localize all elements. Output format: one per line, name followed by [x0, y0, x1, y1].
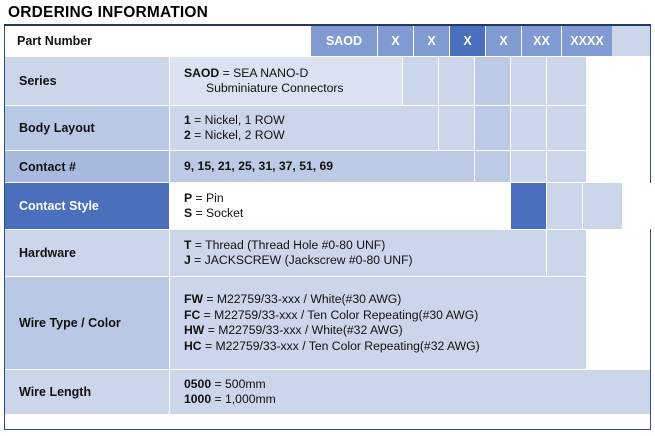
desc-sep: = [192, 190, 207, 205]
desc-sep: = [190, 128, 205, 142]
desc-sep: = [211, 392, 226, 406]
row-tail-block [546, 106, 586, 150]
desc-code: FW [184, 292, 203, 306]
desc-sep: = [191, 237, 206, 252]
desc-code: 0500 [184, 376, 212, 391]
code-cell-contact-number: X [413, 26, 449, 56]
desc-code: HW [184, 323, 205, 337]
desc-line [184, 113, 438, 129]
row-tail-block [402, 57, 438, 105]
desc-text: JACKSCREW (Jackscrew #0-80 UNF) [204, 253, 413, 267]
desc-line [184, 392, 650, 408]
row-desc-contact-number [170, 151, 474, 182]
desc-text: M22759/33-xxx / White(#30 AWG) [216, 292, 402, 306]
desc-text: Thread (Thread Hole #0-80 UNF) [205, 237, 386, 252]
desc-sep: = [211, 376, 226, 391]
row-tail-block [586, 277, 637, 369]
row-tail-block [586, 57, 637, 105]
table-row [5, 230, 650, 277]
table-row [5, 57, 650, 106]
desc-text: Nickel, 1 ROW [204, 112, 285, 127]
desc-code: T [184, 237, 192, 252]
desc-line [184, 292, 586, 308]
row-desc-hardware [170, 230, 546, 276]
table-row [5, 106, 650, 151]
row-desc-contact-style [170, 183, 510, 229]
desc-code: 2 [184, 128, 191, 142]
desc-sep: = [202, 292, 217, 306]
desc-sep: = [200, 307, 215, 322]
row-tail-block [474, 151, 510, 182]
table-row [5, 183, 650, 230]
row-tail-block [510, 151, 546, 182]
page-title: ORDERING INFORMATION [8, 4, 209, 21]
row-tail-block [586, 230, 637, 276]
row-desc-wire-length [170, 370, 650, 414]
desc-text: SEA NANO-D [233, 65, 309, 80]
desc-sep: = [190, 112, 205, 127]
row-label-contact-number: Contact # [5, 151, 170, 182]
desc-text: M22759/33-xxx / Ten Color Repeating(#32 AWG) [215, 338, 480, 353]
desc-sep: = [192, 206, 207, 220]
desc-line [184, 308, 586, 324]
ordering-information-table [4, 26, 651, 430]
desc-text: M22759/33-xxx / Ten Color Repeating(#30 AWG) [214, 307, 479, 322]
table-header-row [5, 26, 650, 57]
desc-code: J [184, 253, 191, 267]
desc-code: P [184, 190, 193, 205]
desc-sep: = [204, 323, 219, 337]
desc-line [184, 238, 546, 254]
desc-line [184, 323, 586, 339]
row-tail-block [582, 183, 622, 229]
row-label-series: Series [5, 57, 170, 105]
code-cell-wire-type-color: XX [521, 26, 561, 56]
desc-line [184, 339, 586, 355]
desc-code: 1000 [184, 392, 212, 406]
desc-line [184, 377, 650, 393]
desc-text: Socket [206, 206, 244, 220]
row-label-wire-length: Wire Length [5, 370, 170, 414]
desc-text: 500mm [225, 376, 266, 391]
desc-code: HC [184, 338, 202, 353]
code-cell-series: SAOD [310, 26, 377, 56]
row-tail-block [438, 106, 474, 150]
desc-code: FC [184, 307, 201, 322]
table-row [5, 277, 650, 370]
row-tail-block [510, 106, 546, 150]
desc-code: S [184, 206, 193, 220]
table-row [5, 151, 650, 183]
row-tail-block [546, 230, 586, 276]
row-tail-block [586, 106, 637, 150]
desc-line [184, 206, 510, 222]
desc-line [184, 81, 402, 97]
desc-text: Subminiature Connectors [206, 81, 344, 95]
desc-text: M22759/33-xxx / White(#32 AWG) [218, 323, 403, 337]
row-tail-block [546, 57, 586, 105]
row-label-hardware: Hardware [5, 230, 170, 276]
row-desc-body-layout [170, 106, 438, 150]
desc-sep: = [201, 338, 216, 353]
row-tail-block [510, 57, 546, 105]
code-cell-wire-length: XXXX [561, 26, 612, 56]
row-tail-block [586, 151, 637, 182]
desc-line [184, 191, 510, 207]
code-cell-contact-style: X [449, 26, 485, 56]
desc-code: SAOD [184, 65, 220, 80]
row-tail-block [474, 106, 510, 150]
row-label-body-layout: Body Layout [5, 106, 170, 150]
desc-line [184, 128, 438, 144]
desc-text: Pin [206, 190, 224, 205]
desc-sep: = [219, 65, 234, 80]
desc-line [184, 159, 474, 175]
row-tail-block [474, 57, 510, 105]
row-label-wire-type-color: Wire Type / Color [5, 277, 170, 369]
code-cell-body-layout: X [377, 26, 413, 56]
row-tail-block [546, 151, 586, 182]
row-tail-block [546, 183, 582, 229]
table-row [5, 370, 650, 414]
desc-line [184, 253, 546, 269]
desc-sep: = [190, 253, 205, 267]
code-cell-hardware: X [485, 26, 521, 56]
desc-code: 1 [184, 112, 191, 127]
row-label-contact-style: Contact Style [5, 183, 170, 229]
row-desc-wire-type-color [170, 277, 586, 369]
row-tail-block [622, 183, 655, 229]
row-tail-block [510, 183, 546, 229]
desc-text: 1,000mm [225, 392, 276, 406]
part-number-label: Part Number [5, 26, 310, 56]
desc-line [184, 66, 402, 82]
row-tail-block [438, 57, 474, 105]
desc-code: 9, 15, 21, 25, 31, 37, 51, 69 [184, 158, 334, 173]
row-desc-series [170, 57, 402, 105]
desc-text: Nickel, 2 ROW [204, 128, 285, 142]
